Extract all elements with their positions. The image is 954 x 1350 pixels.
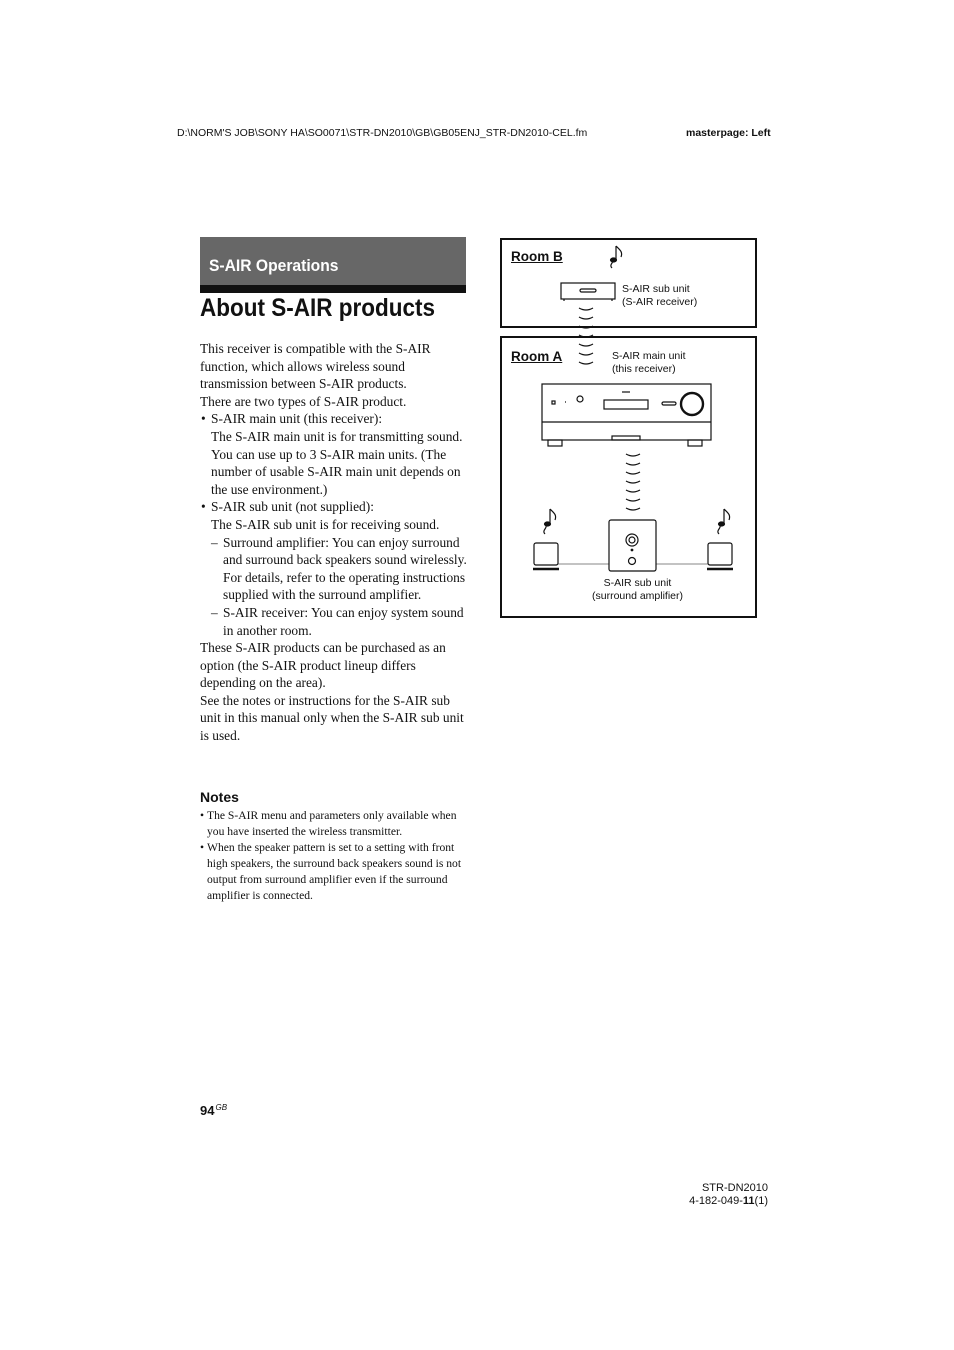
note-item: • The S-AIR menu and parameters only available when you have inserted the wireless transmitter.: [200, 808, 468, 840]
paragraph-intro: This receiver is compatible with the S-AIR function, which allows wireless sound transmission between S-AIR products.: [200, 341, 431, 392]
paragraph-purchase: These S-AIR products can be purchased as an option (the S-AIR product lineup differs depending on the area).: [200, 640, 446, 691]
notes-list: [200, 808, 468, 904]
paragraph-types: There are two types of S-AIR product.: [200, 393, 407, 409]
main-unit-desc-2: You can use up to 3 S-AIR main units. (The number of usable S-AIR main unit depends on the use environment.): [211, 446, 461, 497]
bullet-sub-unit: • S-AIR sub unit (not supplied):: [200, 498, 468, 516]
body-text: [200, 340, 468, 745]
note-item: • When the speaker pattern is set to a setting with front high speakers, the surround back speakers sound is not output from surround amplifier even if the surround amplifier is connected.: [200, 840, 468, 904]
caption-line: (surround amplifier): [591, 589, 684, 602]
music-note-icon: [718, 509, 730, 534]
dash-surround-amplifier: – Surround amplifier: You can enjoy surround and surround back speakers sound wirelessly. For details, refer to the operating instructions supplied with the surround amplifier.: [200, 534, 468, 604]
header-masterpage: masterpage: Left: [686, 127, 771, 139]
wireless-signal-icon: [626, 454, 640, 510]
header-file-path: D:\NORM'S JOB\SONY HA\SO0071\STR-DN2010\GB\GB05ENJ_STR-DN2010-CEL.fm: [177, 127, 588, 139]
page-number-value: 94: [200, 1103, 215, 1118]
bullet-main-unit: • S-AIR main unit (this receiver):: [200, 410, 468, 428]
section-rule: [200, 285, 466, 293]
page-title: About S-AIR products: [200, 294, 435, 322]
notes-heading: Notes: [200, 789, 239, 805]
s-air-receiver-device: [561, 283, 615, 299]
sub-unit-desc: The S-AIR sub unit is for receiving sound.: [211, 516, 440, 532]
caption-main-unit: [612, 350, 686, 375]
av-receiver-device: [542, 384, 711, 446]
music-note-icon: [544, 509, 556, 534]
caption-line: S-AIR sub unit: [622, 283, 690, 295]
footer-code-bold: 11: [742, 1194, 755, 1207]
footer-code-prefix: 4-182-049-: [689, 1194, 743, 1207]
caption-line: (S-AIR receiver): [622, 295, 698, 308]
page-number: [200, 1103, 227, 1118]
caption-line: S-AIR sub unit: [603, 577, 672, 589]
footer-model: STR-DN2010: [701, 1182, 768, 1194]
surround-amplifier-device: [609, 520, 656, 571]
wireless-signal-icon: [579, 308, 593, 364]
caption-s-air-receiver: [622, 283, 697, 308]
speaker-right-icon: [707, 543, 733, 569]
main-unit-desc-1: The S-AIR main unit is for transmitting sound.: [211, 428, 463, 444]
paragraph-see-notes: See the notes or instructions for the S-AIR sub unit in this manual only when the S-AIR sub unit is used.: [200, 692, 464, 744]
dash-s-air-receiver: – S-AIR receiver: You can enjoy system sound in another room.: [200, 604, 468, 639]
caption-line: S-AIR main unit: [612, 350, 686, 362]
music-note-icon: [611, 246, 622, 268]
footer: [689, 1182, 768, 1207]
speaker-left-icon: [533, 543, 559, 569]
caption-line: (this receiver): [612, 362, 676, 375]
page-number-suffix: GB: [215, 1103, 228, 1112]
footer-code: [689, 1195, 768, 1208]
room-b-label: Room B: [511, 249, 563, 264]
section-banner: [200, 237, 466, 285]
room-a-label: Room A: [511, 349, 563, 364]
caption-surround-amplifier: [589, 577, 686, 602]
section-title: S-AIR Operations: [209, 256, 339, 275]
footer-code-suffix: (1): [754, 1194, 768, 1207]
